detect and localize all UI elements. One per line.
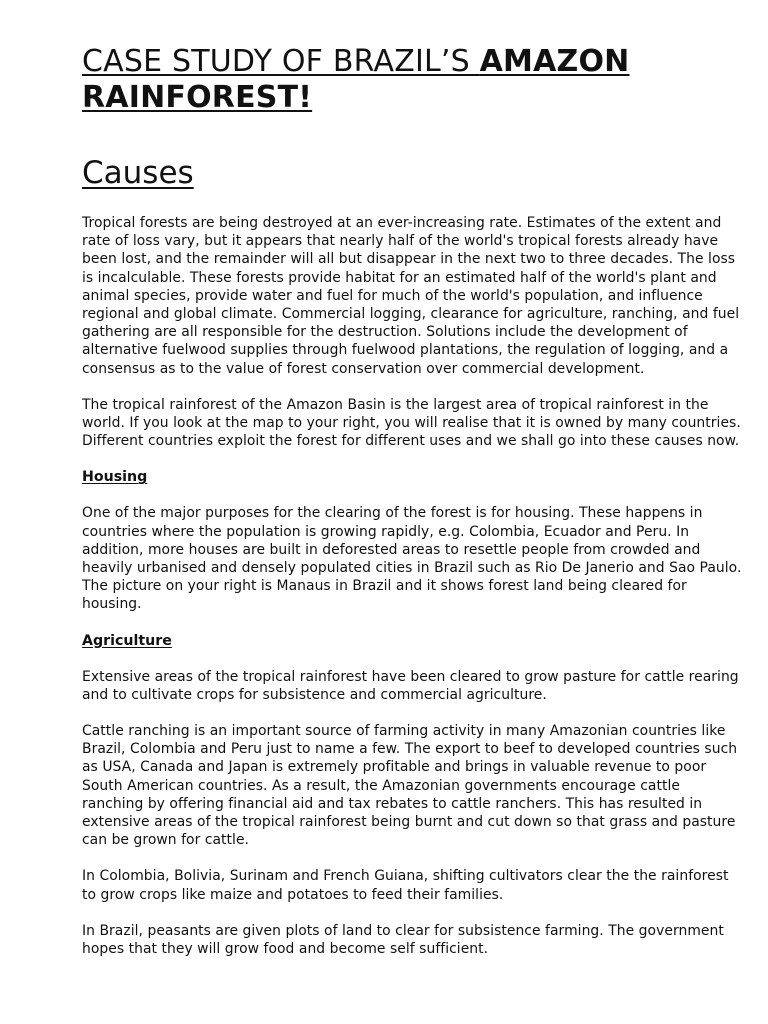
section-heading-causes: Causes	[82, 155, 194, 191]
paragraph-amazon-basin: The tropical rainforest of the Amazon Basin is the largest area of tropical rainforest in the world. If you look at the map to your right, you will realise that it is owned by many countries. Different countries exploit the forest for different uses and we shall go into these causes now.	[82, 396, 741, 450]
title-part-2: AMAZON	[479, 44, 630, 79]
title-part-1: CASE STUDY OF BRAZIL’S	[82, 44, 480, 79]
paragraph-intro: Tropical forests are being destroyed at an ever-increasing rate. Estimates of the extent and rate of loss vary, but it appears that nearly half of the world's tropical forests already have been lost, and the remainder will all but disappear in the next two to three decades. The loss is incalculable. These forests provide habitat for an estimated half of the world's plant and animal species, provide water and fuel for much of the world's population, and influence regional and global climate. Commercial logging, clearance for agriculture, ranching, and fuel gathering are all responsible for the destruction. Solutions include the development of alternative fuelwood supplies through fuelwood plantations, the regulation of logging, and a consensus as to the value of forest conservation over commercial development.	[82, 215, 740, 377]
paragraph-agriculture-1: Extensive areas of the tropical rainforest have been cleared to grow pasture for cattle rearing and to cultivate crops for subsistence and commercial agriculture.	[82, 668, 739, 703]
paragraph-agriculture-3: In Colombia, Bolivia, Surinam and French Guiana, shifting cultivators clear the the rainforest to grow crops like maize and potatoes to feed their families.	[82, 868, 729, 903]
subheading-housing: Housing	[82, 469, 148, 486]
document-page	[82, 44, 742, 958]
paragraph-agriculture-4: In Brazil, peasants are given plots of land to clear for subsistence farming. The government hopes that they will grow food and become self sufficient.	[82, 922, 724, 958]
paragraph-agriculture-2: Cattle ranching is an important source of farming activity in many Amazonian countries like Brazil, Colombia and Peru just to name a few. The export to beef to developed countries such as USA, Canada and Japan is extremely profitable and brings in valuable revenue to poor South American countries. As a result, the Amazonian governments encourage cattle ranching by offering financial aid and tax rebates to cattle ranchers. This has resulted in extensive areas of the tropical rainforest being burnt and cut down so that grass and pasture can be grown for cattle.	[82, 723, 738, 849]
subheading-agriculture: Agriculture	[82, 632, 172, 649]
document-title	[82, 44, 742, 116]
paragraph-housing: One of the major purposes for the clearing of the forest is for housing. These happens in countries where the population is growing rapidly, e.g. Colombia, Ecuador and Peru. In addition, more houses are built in deforested areas to resettle people from crowded and heavily urbanised and densely populated cities in Brazil such as Rio De Janerio and Sao Paulo. The picture on your right is Manaus in Brazil and it shows forest land being cleared for housing.	[82, 505, 742, 613]
title-part-3: RAINFOREST!	[82, 80, 313, 115]
